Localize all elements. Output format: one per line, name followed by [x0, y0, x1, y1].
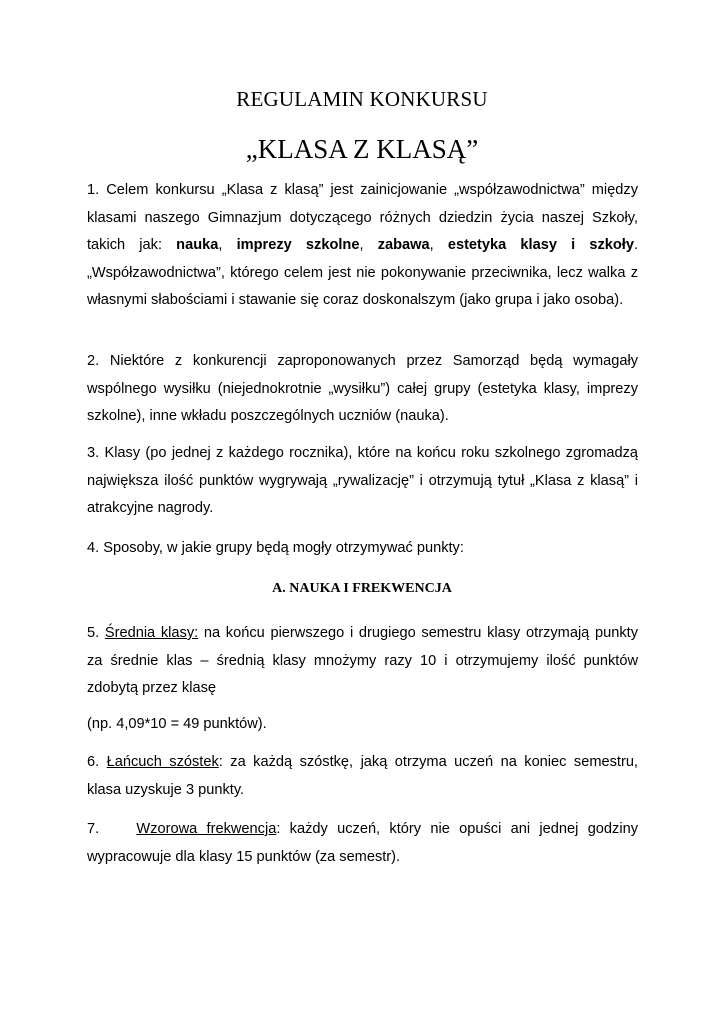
paragraph-5-text: na końcu pierwszego i drugiego semestru klasy otrzymają punkty za średnie klas – średnią klasy mnożymy razy 10 i otrzymujemy ilość punktów zdobytą przez klasę [87, 625, 638, 696]
keyword-zabawa: zabawa [377, 237, 430, 253]
paragraph-7-label: Wzorowa frekwencja [136, 821, 277, 837]
keyword-estetyka: estetyka klasy i szkoły [447, 237, 634, 253]
paragraph-7-number: 7. [87, 821, 137, 837]
paragraph-3: 3. Klasy (po jednej z każdego rocznika), które na końcu roku szkolnego zgromadzą największa ilość punktów wygrywają „rywalizację” i otrzymują tytuł „Klasa z klasą” i atrakcyjne nagrody. [87, 445, 638, 516]
paragraph-6 [87, 749, 638, 804]
separator: , [218, 237, 237, 253]
paragraph-1-text-a: 1. Celem konkursu „Klasa z klasą” jest zainicjowanie „współzawodnictwa” między klasami naszego Gimnazjum dotyczącego różnych dziedzin życia naszej Szkoły, takich jak: [87, 182, 638, 253]
paragraph-6-label: Łańcuch szóstek [106, 754, 219, 770]
keyword-imprezy: imprezy szkolne [236, 237, 360, 253]
paragraph-1 [87, 177, 638, 315]
paragraph-5-example: (np. 4,09*10 = 49 punktów). [87, 716, 267, 732]
paragraph-5-number: 5. [87, 625, 105, 641]
paragraph-6-number: 6. [87, 754, 107, 770]
paragraph-5-label: Średnia klasy: [104, 625, 199, 641]
keyword-nauka: nauka [176, 237, 219, 253]
paragraph-2: 2. Niektóre z konkurencji zaproponowanych przez Samorząd będą wymagały wspólnego wysiłku (niejednokrotnie „wysiłku”) całej grupy (estetyka klasy, imprezy szkolne), inne wkładu poszczególnych uczniów (nauka). [87, 353, 638, 424]
document-title: REGULAMIN KONKURSU [236, 87, 488, 111]
separator: , [359, 237, 378, 253]
paragraph-1-text-b: . „Współzawodnictwa”, którego celem jest nie pokonywanie przeciwnika, lecz walka z własnymi słabościami i stawanie się coraz doskonalszym (jako grupa i jako osoba). [87, 237, 639, 308]
paragraph-4: 4. Sposoby, w jakie grupy będą mogły otrzymywać punkty: [87, 540, 464, 556]
paragraph-6-text: : za każdą szóstkę, jaką otrzyma uczeń na koniec semestru, klasa uzyskuje 3 punkty. [87, 754, 638, 798]
paragraph-7 [87, 816, 638, 871]
separator: , [429, 237, 448, 253]
paragraph-7-text: : każdy uczeń, który nie opuści ani jednej godziny wypracowuje dla klasy 15 punktów (za semestr). [87, 821, 638, 865]
paragraph-5 [87, 620, 638, 703]
contest-name: „KLASA Z KLASĄ” [245, 134, 479, 164]
section-heading: A. NAUKA I FREKWENCJA [272, 581, 452, 596]
